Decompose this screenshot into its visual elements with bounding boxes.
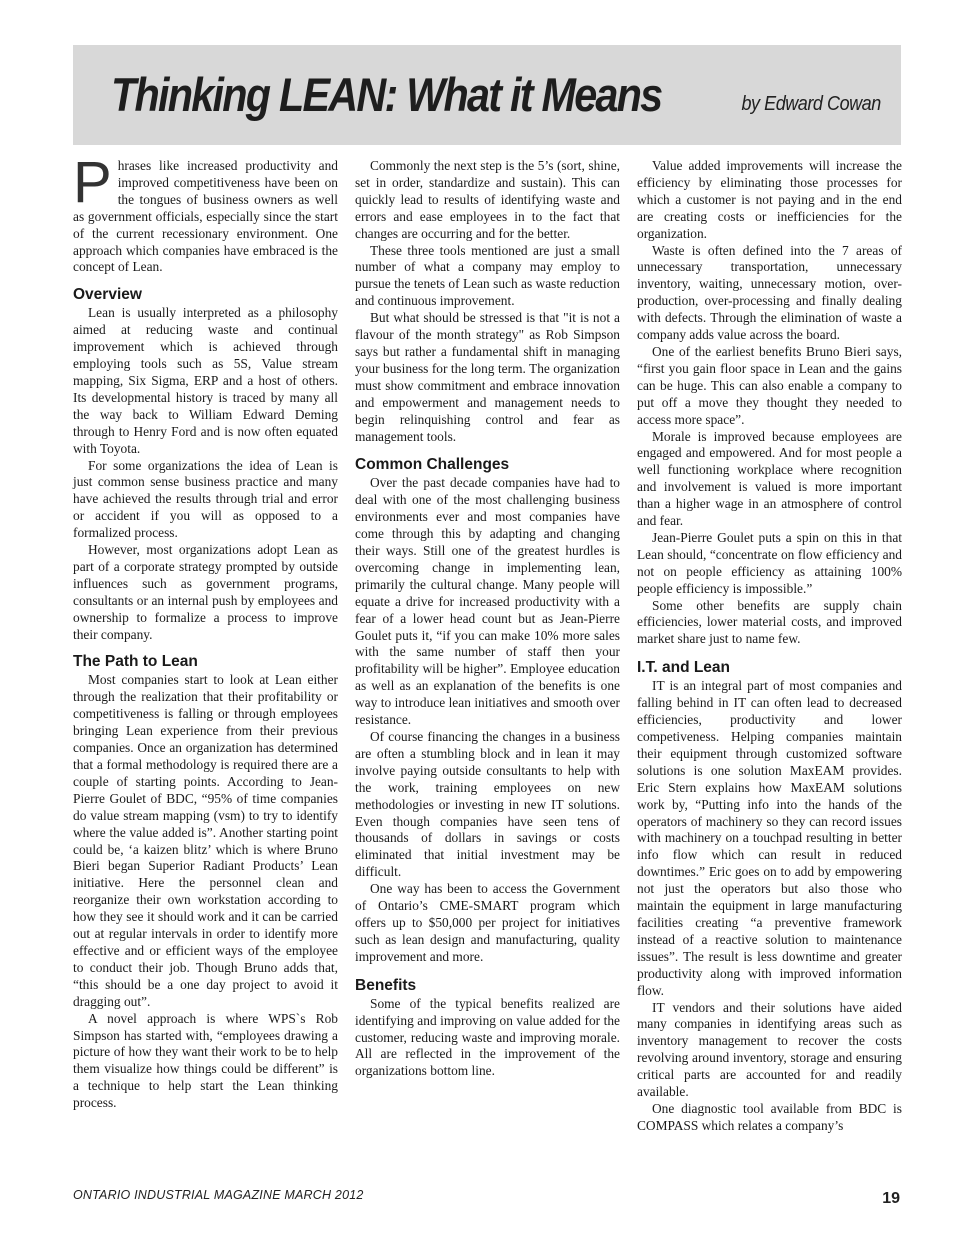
col3-paragraph: Some other benefits are supply chain efficiencies, lower material costs, and improved market share just to name few. <box>637 597 902 647</box>
col2-paragraph: But what should be stressed is that "it is not a flavour of the month strategy" as Rob Simpson says but rather a fundamental shift in managing your business for the long term. The organization must show commitment and embrace innovation and empowerment and management needs to begin relinquishing control and fear as management tools. <box>355 310 620 444</box>
drop-cap: P <box>73 150 112 215</box>
benefits-paragraph: Some of the typical benefits realized are identifying and improving on value added for the customer, reducing waste and improving morale. All are reflected in the improvement of the organizations bottom line. <box>355 995 620 1079</box>
col3-paragraph: Waste is often defined into the 7 areas of unnecessary transportation, unnecessary inventory, waiting, unnecessary motion, over-production, over-processing and finally dealing with defects. Through the elimination of waste a company adds value across the board. <box>637 242 902 343</box>
col3-paragraph: One of the earliest benefits Bruno Bieri says, “first you gain floor space in Lean and the gains can be huge. This can also enable a company to put off a move they thought they needed to access more space”. <box>637 343 902 427</box>
heading-overview: Overview <box>73 286 142 304</box>
intro-paragraph <box>73 150 338 276</box>
title-band <box>73 45 901 145</box>
column-3 <box>637 158 902 1135</box>
column-1 <box>73 150 338 1112</box>
overview-paragraph: However, most organizations adopt Lean as part of a corporate strategy prompted by outside influences such as government programs, consultants or an internal push by employees and ownership to formalize a process to improve their company. <box>73 542 338 642</box>
path-paragraph: A novel approach is where WPS`s Rob Simpson has started with, “employees drawing a picture of how they want their work to be to help them visualize how things could be different” is a technique to help start the Lean thinking process. <box>73 1010 338 1111</box>
article-title: Thinking LEAN: What it Means <box>111 68 662 121</box>
heading-path-to-lean: The Path to Lean <box>73 653 198 671</box>
heading-benefits: Benefits <box>355 976 417 994</box>
challenges-paragraph: Over the past decade companies have had to deal with one of the most challenging business environments ever and most companies have come through this by adapting and changing their ways. Still one of the greatest hurdles is overcoming change in implementing lean, primarily the cultural change. Many people will equate a drive for increased productivity with a fear of a lower head count but as Jean-Pierre Goulet puts it, “if you can make 10% more sales with the same number of staff then your profitability will be higher”. Employee education as well as an explanation of the benefits is one way to introduce lean initiatives and smooth over resistance. <box>355 475 620 728</box>
page-number: 19 <box>882 1190 900 1207</box>
challenges-paragraph: One way has been to access the Government of Ontario’s CME-SMART program which offers up to $50,000 per project for initiatives such as lean design and manufacturing, quality improvement and more. <box>355 881 620 964</box>
col3-paragraph: Morale is improved because employees are engaged and empowered. And for most people a well functioning workplace where recognition and involvement is valued is more important than a higher wage in an atmosphere of control and fear. <box>637 428 902 529</box>
heading-common-challenges: Common Challenges <box>355 456 510 474</box>
column-2 <box>355 158 620 1080</box>
overview-paragraph: For some organizations the idea of Lean is just common sense business practice and many have achieved the results through trial and error or accident if you will as opposed to a formalized process. <box>73 457 338 541</box>
it-paragraph: IT vendors and their solutions have aided many companies in identifying areas such as inventory management to recover the costs revolving around inventory, storage and ensuring critical parts are accounted for and readily available. <box>637 999 902 1100</box>
intro-text: hrases like increased productivity and improved competitiveness have been on the tongues of business owners as well as government officials, especially since the start of the current recessionary environment. One approach which companies have embraced is the concept of Lean. <box>73 158 338 275</box>
it-paragraph: One diagnostic tool available from BDC is COMPASS which relates a company’s <box>637 1100 902 1133</box>
article-byline: by Edward Cowan <box>741 93 881 115</box>
col2-paragraph: Commonly the next step is the 5’s (sort, shine, set in order, standardize and sustain). This can quickly lead to results of identifying waste and errors and ease employees in to the fact that changes are occurring and for the better. <box>355 158 620 241</box>
col3-paragraph: Value added improvements will increase the efficiency by eliminating those processes for which a customer is not paying and in the end are creating costs or inefficiencies for the organization. <box>637 158 902 241</box>
path-paragraph: Most companies start to look at Lean either through the realization that their profitability or competitiveness is falling or through employees bringing Lean experience from their previous companies. Once an organization has determined that a formal methodology is required there are a couple of starting points. According to Jean-Pierre Goulet of BDC, “95% of time companies do value stream mapping (vsm) to try to identify where the value added is”. Another starting point could be, ‘a kaizen blitz’ which is where Bruno Bieri began Superior Radiant Products’ Lean initiative. Here the personnel clean and reorganize their own workstation according to how they see it should work and it can be carried out at regular intervals in order to identify more effective and or efficient ways of the employee to conduct their job. Though Bruno adds that, “this should be a one day project to avoid it dragging out”. <box>73 672 338 1009</box>
overview-paragraph: Lean is usually interpreted as a philosophy aimed at reducing waste and continual improvement which is achieved through employing tools such as 5S, Value stream mapping, Six Sigma, ERP and a host of others. Its developmental history is traced by many all the way back to William Edward Deming through to Henry Ford and is now often equated with Toyota. <box>73 305 338 456</box>
col2-paragraph: These three tools mentioned are just a small number of what a company may employ to pursue the tenets of Lean such as waste reduction and continuous improvement. <box>355 242 620 309</box>
col3-paragraph: Jean-Pierre Goulet puts a spin on this in that Lean should, “concentrate on flow efficiency and not on people efficiency as attaining 100% people efficiency is impossible.” <box>637 529 902 596</box>
it-paragraph: IT is an integral part of most companies and falling behind in IT can often lead to decreased efficiencies, productivity and lower competiveness. Helping companies maintain their equipment through customized software solutions is one solution MaxEAM provides. Eric Stern explains how MaxEAM solutions work by, “Putting info into the hands of the operators of machinery so they can record issues with machinery on a touchpad resulting in better info flow which can result in reduced downtimes.” Eric goes on to add by empowering not just the operators but also those who maintain the equipment in large manufacturing facilities creating “a preventive framework instead of a reactive solution to maintenance issues”. The result is less downtime and greater productivity along with improved information flow. <box>637 678 902 998</box>
publication-footer: ONTARIO INDUSTRIAL MAGAZINE MARCH 2012 <box>73 1188 364 1202</box>
heading-it-and-lean: I.T. and Lean <box>637 659 731 677</box>
challenges-paragraph: Of course financing the changes in a business are often a stumbling block and in lean it may involve paying outside consultants to help with the work, training employees on new methodologies or investing in new IT solutions. Even though companies have seen tens of thousands of dollars in savings or costs eliminated that initial investment may be difficult. <box>355 729 620 880</box>
